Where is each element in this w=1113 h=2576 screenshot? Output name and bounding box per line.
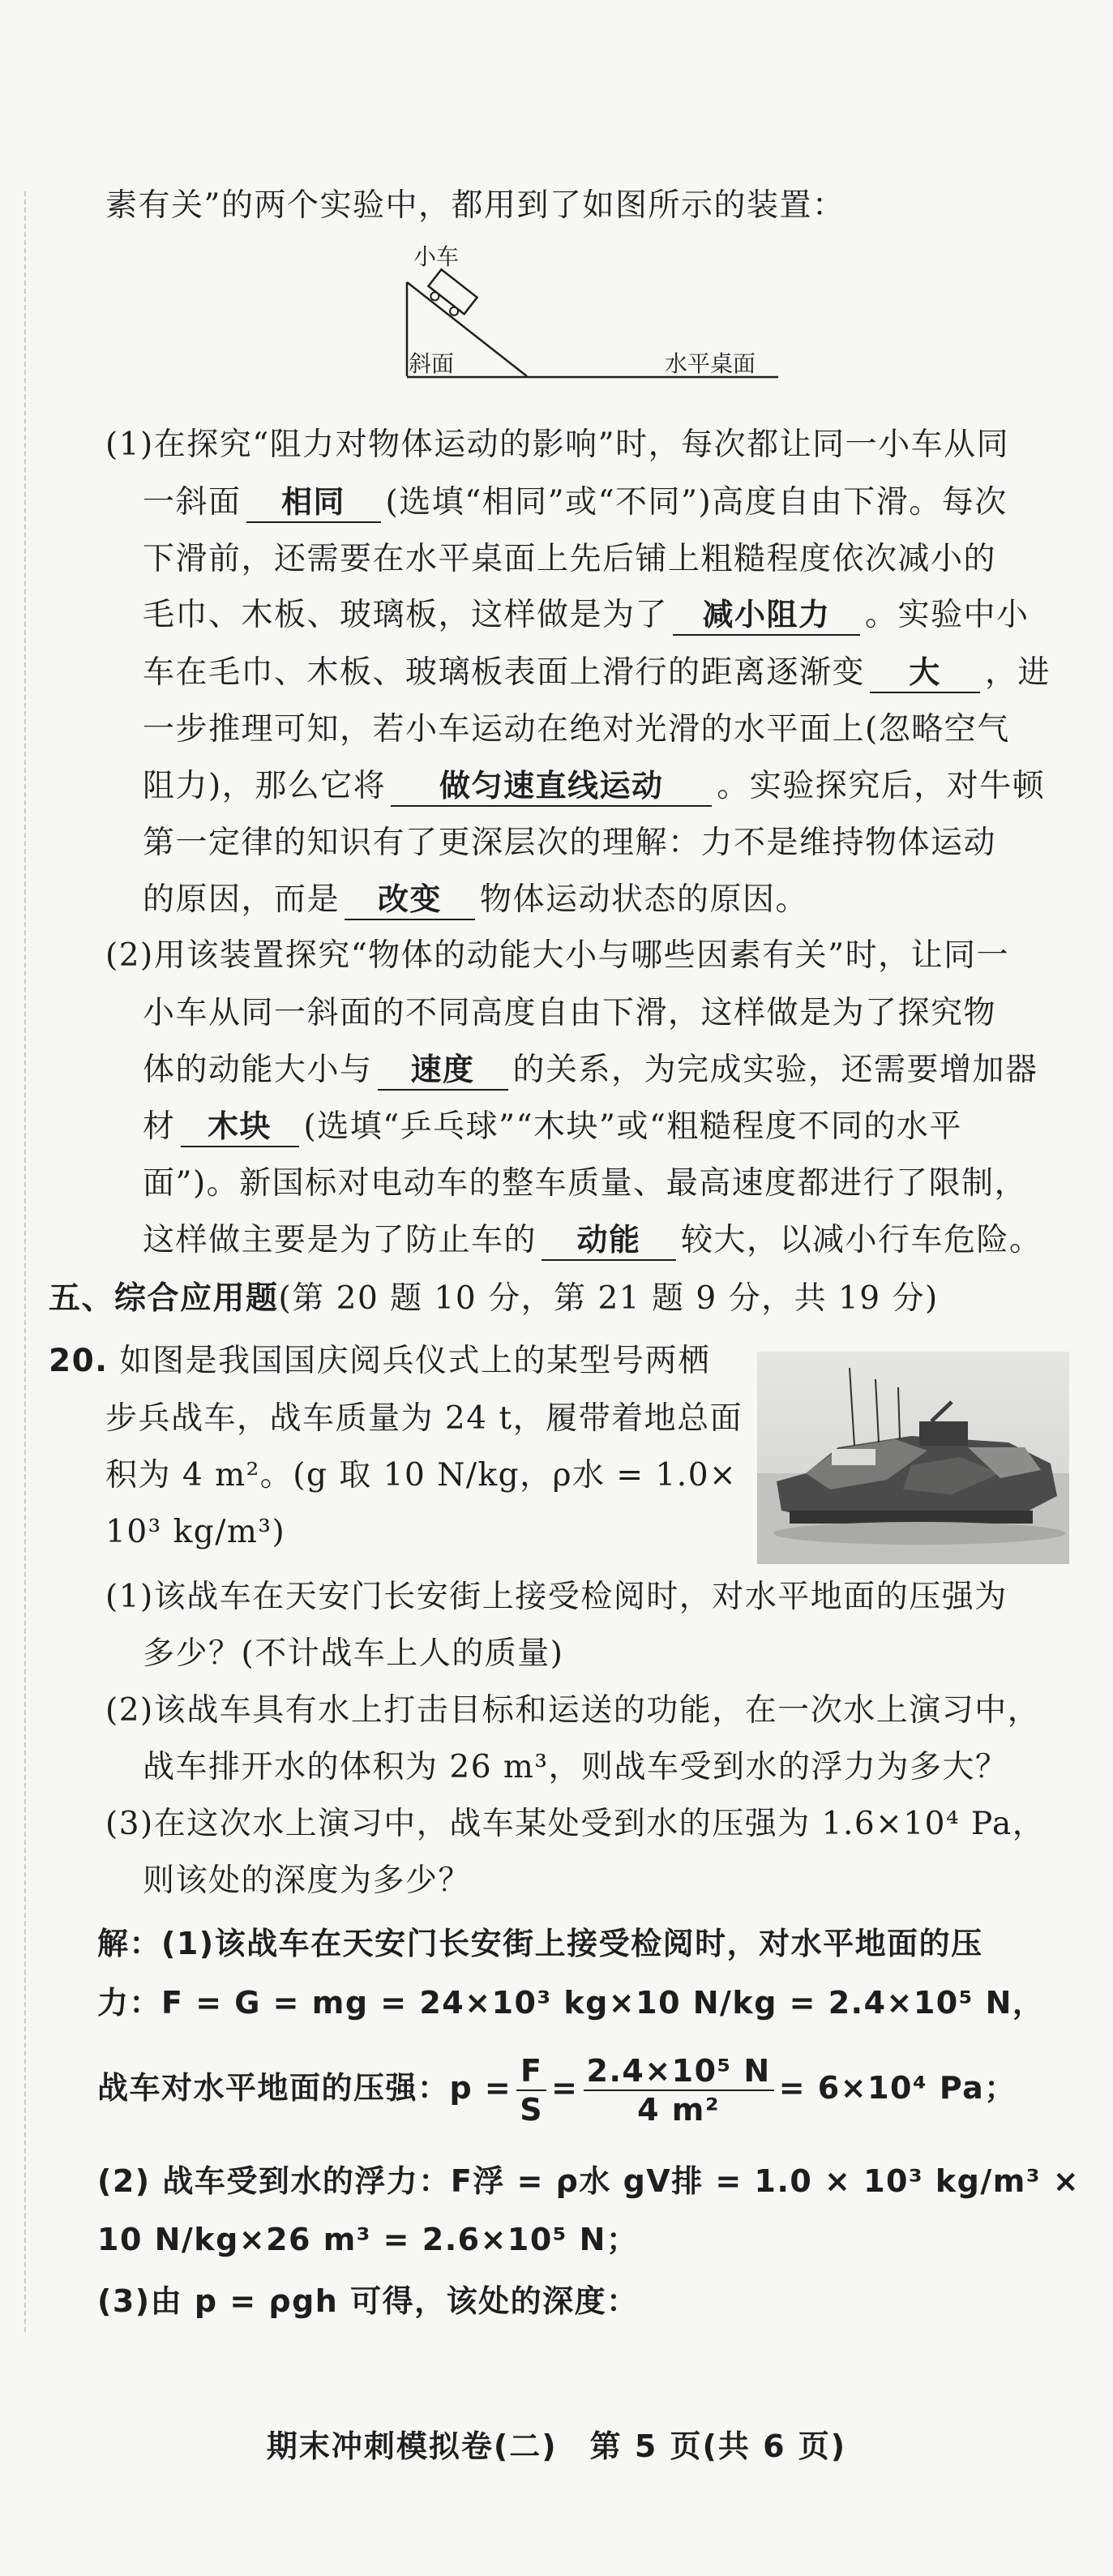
fraction-numerator: F: [516, 2052, 546, 2091]
q20-sub-2b: 战车排开水的体积为 26 m³，则战车受到水的浮力为多大？: [143, 1749, 1008, 1785]
q1-text: 车在毛巾、木板、玻璃板表面上滑行的距离逐渐变: [143, 654, 866, 691]
intro-text: 素有关”的两个实验中，都用到了如图所示的装置：: [105, 187, 845, 224]
q1-text: 。实验中小: [865, 597, 1030, 633]
q20-line-2: 步兵战车，战车质量为 24 t，履带着地总面: [105, 1400, 743, 1437]
q20-sub-2a: (2)该战车具有水上打击目标和运送的功能，在一次水上演习中，: [105, 1692, 1041, 1729]
q2-line-1: (2)用该装置探究“物体的动能大小与哪些因素有关”时，让同一: [105, 937, 1010, 974]
solution-line-2: 力：F = G = mg = 24×10³ kg×10 N/kg = 2.4×10⁵ N，: [97, 1985, 1045, 2021]
page-footer: 期末冲刺模拟卷(二) 第 5 页(共 6 页): [266, 2428, 847, 2464]
fraction-values: [584, 2052, 774, 2128]
cart-icon: [423, 269, 477, 320]
q1-line-8: 第一定律的知识有了更深层次的理解：力不是维持物体运动: [143, 825, 997, 861]
q1-line-4: [143, 591, 1030, 640]
answer-change: 改变: [345, 880, 475, 920]
q2-text: (选填“乒乓球”“木块”或“粗糙程度不同的水平: [303, 1108, 962, 1145]
answer-reduce-resistance: 减小阻力: [673, 595, 860, 636]
car-label: 小车: [413, 243, 460, 270]
q1-text: 物体运动状态的原因。: [480, 881, 809, 918]
q1-line-2: [143, 478, 1008, 527]
q20-sub-1a: (1)该战车在天安门长安街上接受检阅时，对水平地面的压强为: [105, 1579, 1008, 1615]
q20-line-4: 10³ kg/m³): [105, 1514, 286, 1550]
q1-line-1: (1)在探究“阻力对物体运动的影响”时，每次都让同一小车从同: [105, 426, 1010, 463]
table-label: 水平桌面: [665, 350, 756, 377]
q1-line-9: [143, 876, 808, 924]
q1-line-7: [143, 762, 1045, 811]
q20-sub-3b: 则该处的深度为多少？: [143, 1862, 472, 1899]
equals-sign: =: [551, 2070, 579, 2106]
slope-label: 斜面: [409, 350, 455, 377]
section-5-note: (第 20 题 10 分，第 21 题 9 分，共 19 分): [278, 1280, 939, 1317]
q1-text: 一斜面: [143, 484, 242, 521]
solution-text: = 6×10⁴ Pa；: [778, 2070, 1017, 2106]
q2-line-4: [143, 1103, 962, 1151]
q2-text: 这样做主要是为了防止车的: [143, 1222, 537, 1258]
q2-text: 体的动能大小与: [143, 1052, 373, 1088]
solution-line-1: 解：(1)该战车在天安门长安街上接受检阅时，对水平地面的压: [97, 1926, 983, 1961]
q2-line-6: [143, 1216, 1042, 1265]
q20-line-1: [49, 1337, 711, 1386]
q2-text: 的关系，为完成实验，还需要增加器: [512, 1052, 1038, 1088]
solution-text: 战车对水平地面的压强：p =: [97, 2070, 512, 2106]
q1-text: 毛巾、木板、玻璃板，这样做是为了: [143, 597, 669, 633]
answer-speed: 速度: [378, 1050, 508, 1091]
section-5-heading: [49, 1275, 939, 1323]
q1-line-6: 一步推理可知，若小车运动在绝对光滑的水平面上(忽略空气: [143, 711, 1010, 748]
q1-text: 阻力)，那么它将: [143, 768, 387, 804]
q1-line-3: 下滑前，还需要在水平桌面上先后铺上粗糙程度依次减小的: [143, 541, 997, 577]
solution-line-3: [97, 2047, 1017, 2128]
answer-larger: 大: [870, 653, 980, 693]
q2-line-2: 小车从同一斜面的不同高度自由下滑，这样做是为了探究物: [143, 995, 997, 1031]
q1-text: 。实验探究后，对牛顿: [717, 768, 1046, 804]
fraction-numerator: 2.4×10⁵ N: [584, 2052, 774, 2091]
fraction-denominator: S: [520, 2091, 544, 2128]
amphibious-vehicle-photo: [757, 1352, 1069, 1564]
q1-text: 的原因，而是: [143, 881, 340, 918]
answer-wood-block: 木块: [181, 1107, 299, 1147]
q20-sub-3a: (3)在这次水上演习中，战车某处受到水的压强为 1.6×10⁴ Pa，: [105, 1806, 1046, 1842]
section-5-title: 五、综合应用题: [49, 1280, 279, 1317]
q2-line-5: 面”)。新国标对电动车的整车质量、最高速度都进行了限制，: [143, 1165, 1028, 1202]
fraction-f-over-s: [516, 2052, 546, 2128]
question-number: 20.: [49, 1343, 109, 1379]
q2-line-3: [143, 1046, 1038, 1095]
q1-text: ，进: [985, 654, 1051, 691]
q1-text: (选填“相同”或“不同”)高度自由下滑。每次: [385, 484, 1008, 521]
solution-line-4: (2) 战车受到水的浮力：F浮 = ρ水 gV排 = 1.0 × 10³ kg/m³ ×: [97, 2163, 1081, 2199]
answer-same: 相同: [246, 482, 381, 523]
q20-text: 如图是我国国庆阅兵仪式上的某型号两栖: [119, 1343, 711, 1379]
answer-kinetic-energy: 动能: [542, 1220, 676, 1261]
q20-line-3: 积为 4 m²。(g 取 10 N/kg，ρ水 = 1.0×: [105, 1457, 738, 1494]
fraction-denominator: 4 m²: [637, 2091, 721, 2128]
q20-sub-1b: 多少？(不计战车上人的质量): [143, 1635, 564, 1672]
solution-line-6: (3)由 p = ρgh 可得，该处的深度：: [97, 2283, 639, 2319]
q2-text: 材: [143, 1108, 176, 1145]
q2-text: 较大，以减小行车危险。: [681, 1222, 1042, 1258]
q1-line-5: [143, 649, 1051, 697]
answer-uniform-motion: 做匀速直线运动: [391, 766, 712, 807]
incline-diagram: [389, 235, 811, 422]
solution-line-5: 10 N/kg×26 m³ = 2.6×10⁵ N；: [97, 2222, 639, 2257]
